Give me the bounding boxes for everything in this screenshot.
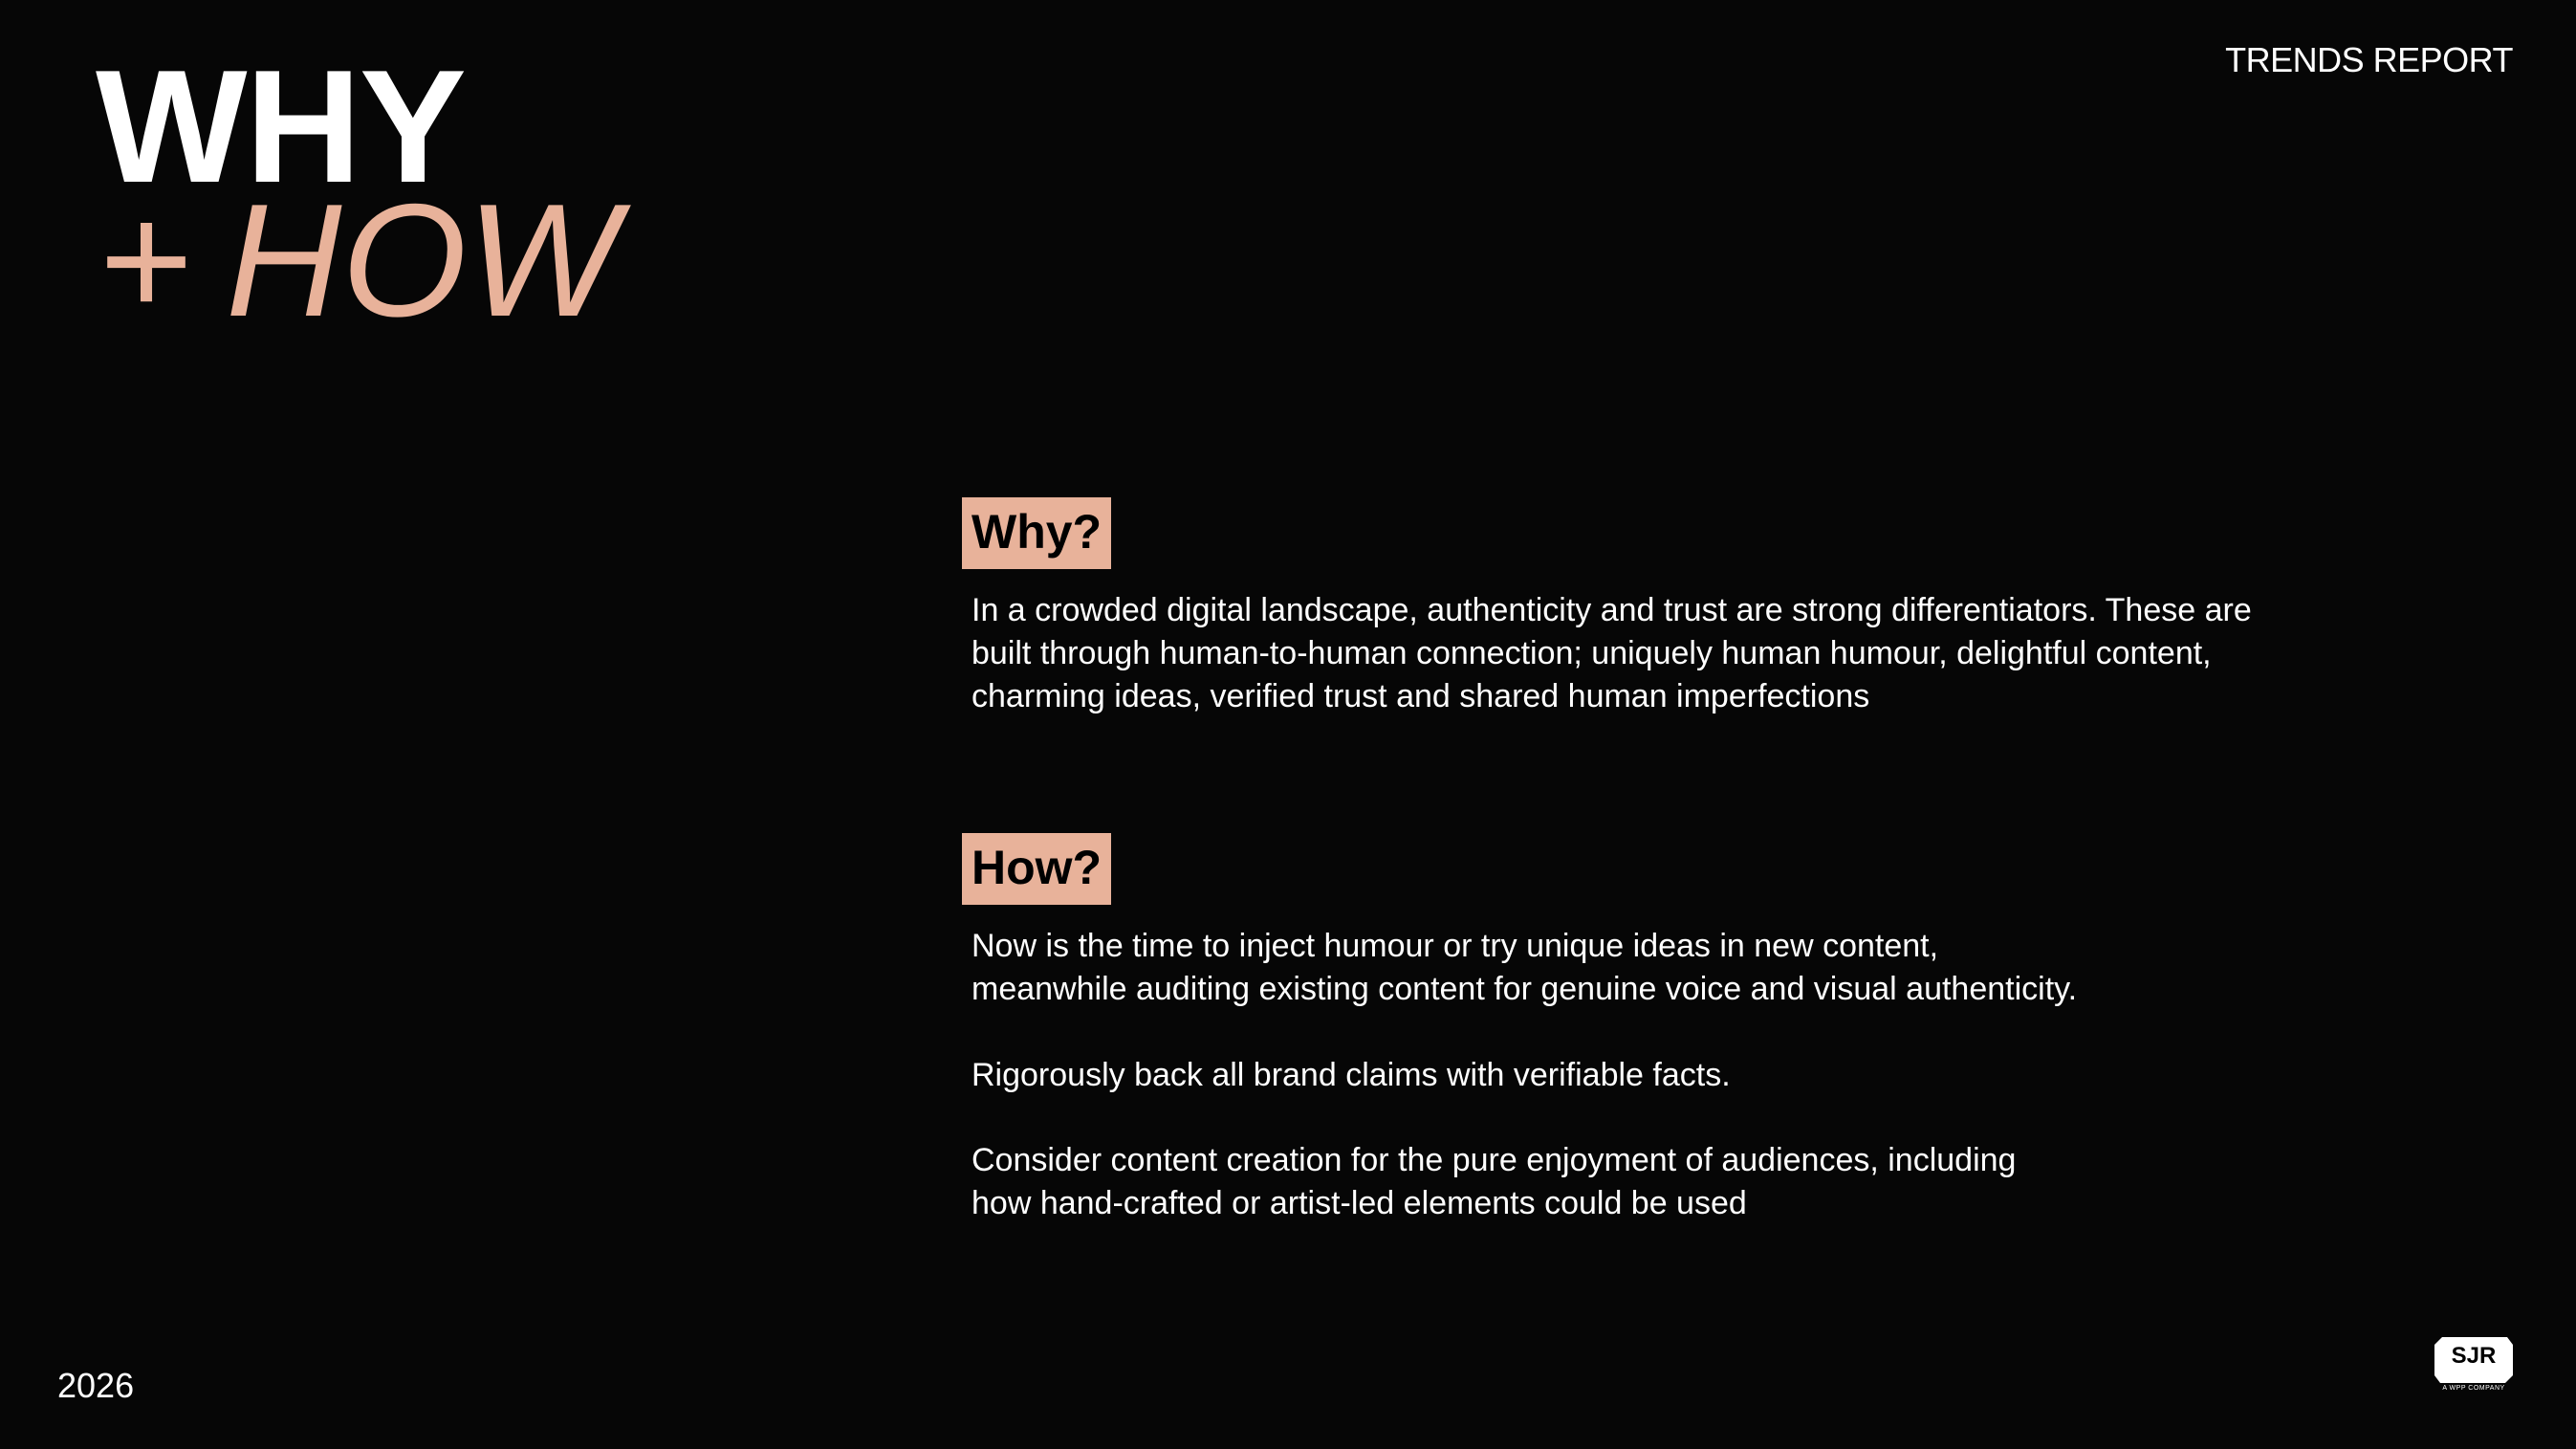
how-body-line: Rigorously back all brand claims with verifiable facts. [971,1057,1731,1093]
why-body-line: built through human-to-human connection; uniquely human humour, delightful content, [971,635,2212,671]
title-how-word: HOW [226,170,619,350]
logo-subtext: A WPP COMPANY [2442,1385,2505,1392]
how-paragraph-1 [971,925,2310,1011]
report-label: TRENDS REPORT [2225,40,2513,79]
title-why: WHY [96,36,465,216]
year-label: 2026 [57,1366,135,1405]
why-body-line: charming ideas, verified trust and shared human imperfections [971,678,1870,714]
why-body-line: In a crowded digital landscape, authenticity and trust are strong differentiators. These are [971,592,2252,628]
how-paragraph-2 [971,1054,2310,1097]
title-plus: + [99,170,194,350]
why-heading: Why? [962,497,1111,569]
how-body-line: Consider content creation for the pure enjoyment of audiences, including [971,1142,2017,1178]
logo-text: SJR [2451,1343,2497,1369]
why-body [971,589,2310,718]
how-body-line: Now is the time to inject humour or try unique ideas in new content, [971,928,1939,964]
how-body-line: how hand-crafted or artist-led elements could be used [971,1185,1747,1221]
how-heading: How? [962,833,1111,905]
how-body-line: meanwhile auditing existing content for genuine voice and visual authenticity. [971,971,2078,1007]
title-how [99,170,619,350]
how-paragraph-3 [971,1139,2310,1225]
sjr-logo [2433,1335,2515,1398]
